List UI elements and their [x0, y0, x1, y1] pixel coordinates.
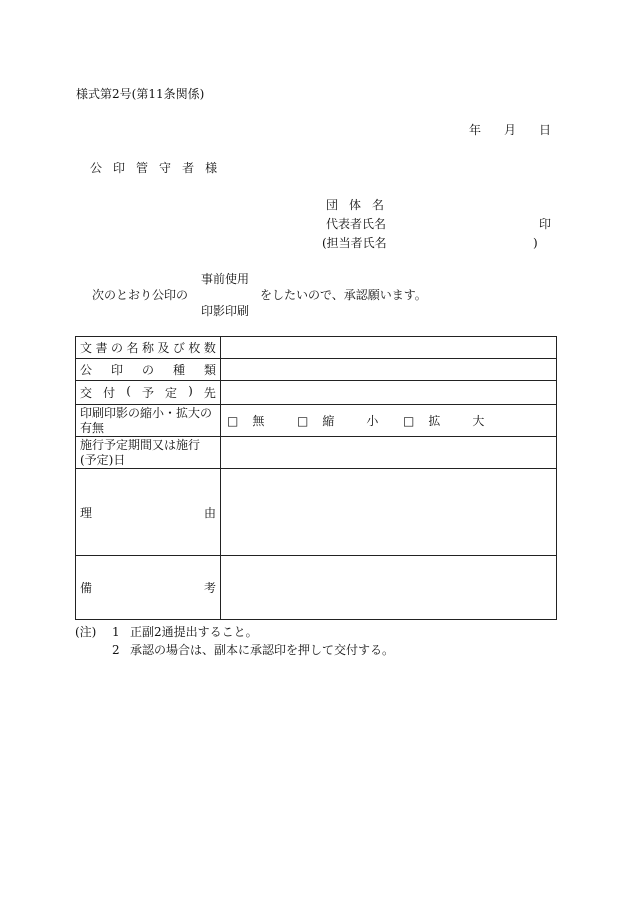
note-1-text: 正副2通提出すること。: [130, 625, 258, 639]
checkbox-enlarge[interactable]: □: [403, 413, 415, 428]
representative-label: 代表者氏名: [326, 217, 387, 231]
document-name-label: 文 書 の 名 称 及 び 枚 数: [76, 337, 221, 359]
request-prefix: 次のとおり公印の: [92, 288, 189, 302]
option-enlarge[interactable]: □ 拡 大: [403, 413, 485, 428]
note-2-text: 承認の場合は、副本に承認印を押して交付する。: [130, 643, 395, 657]
table-row: [76, 337, 557, 359]
delivery-destination-field[interactable]: [221, 381, 557, 405]
application-table: [75, 336, 557, 620]
table-row: [76, 381, 557, 405]
seal-mark: 印: [539, 217, 552, 231]
contact-person-label: (担当者氏名: [322, 236, 387, 250]
form-number: 様式第2号(第11条関係): [76, 87, 205, 101]
enforcement-date-field[interactable]: [221, 437, 557, 469]
option-none[interactable]: □ 無: [227, 413, 265, 428]
option-reduce[interactable]: □ 縮 小: [297, 413, 379, 428]
request-option-advance-use: 事前使用: [201, 272, 250, 286]
table-row: [76, 359, 557, 381]
table-row: [76, 437, 557, 469]
request-suffix: をしたいので、承認願います。: [260, 288, 427, 302]
document-name-field[interactable]: [221, 337, 557, 359]
table-row: [76, 556, 557, 620]
note-1-number: 1: [112, 625, 120, 639]
date-month: 月: [504, 123, 517, 137]
scale-change-options: [221, 405, 557, 437]
addressee: 公印管守者様: [90, 161, 229, 175]
reason-field[interactable]: [221, 469, 557, 556]
checkbox-none[interactable]: □: [227, 413, 239, 428]
note-2-number: 2: [112, 643, 120, 657]
delivery-destination-label: 交 付 ( 予 定 ) 先: [76, 381, 221, 405]
seal-type-label: 公 印 の 種 類: [76, 359, 221, 381]
checkbox-reduce[interactable]: □: [297, 413, 309, 428]
remarks-field[interactable]: [221, 556, 557, 620]
remarks-label: 備 考: [76, 556, 221, 620]
request-option-seal-print: 印影印刷: [201, 304, 250, 318]
table-row: [76, 405, 557, 437]
notes-prefix: (注): [75, 625, 97, 639]
org-name-label: 団体名: [326, 198, 396, 212]
enforcement-date-label: 施行予定期間又は施行(予定)日: [76, 437, 221, 469]
date-day: 日: [539, 123, 552, 137]
scale-change-label: 印刷印影の縮小・拡大の有無: [76, 405, 221, 437]
table-row: [76, 469, 557, 556]
contact-person-close: ): [533, 236, 538, 250]
seal-type-field[interactable]: [221, 359, 557, 381]
reason-label: 理 由: [76, 469, 221, 556]
date-year: 年: [469, 123, 482, 137]
